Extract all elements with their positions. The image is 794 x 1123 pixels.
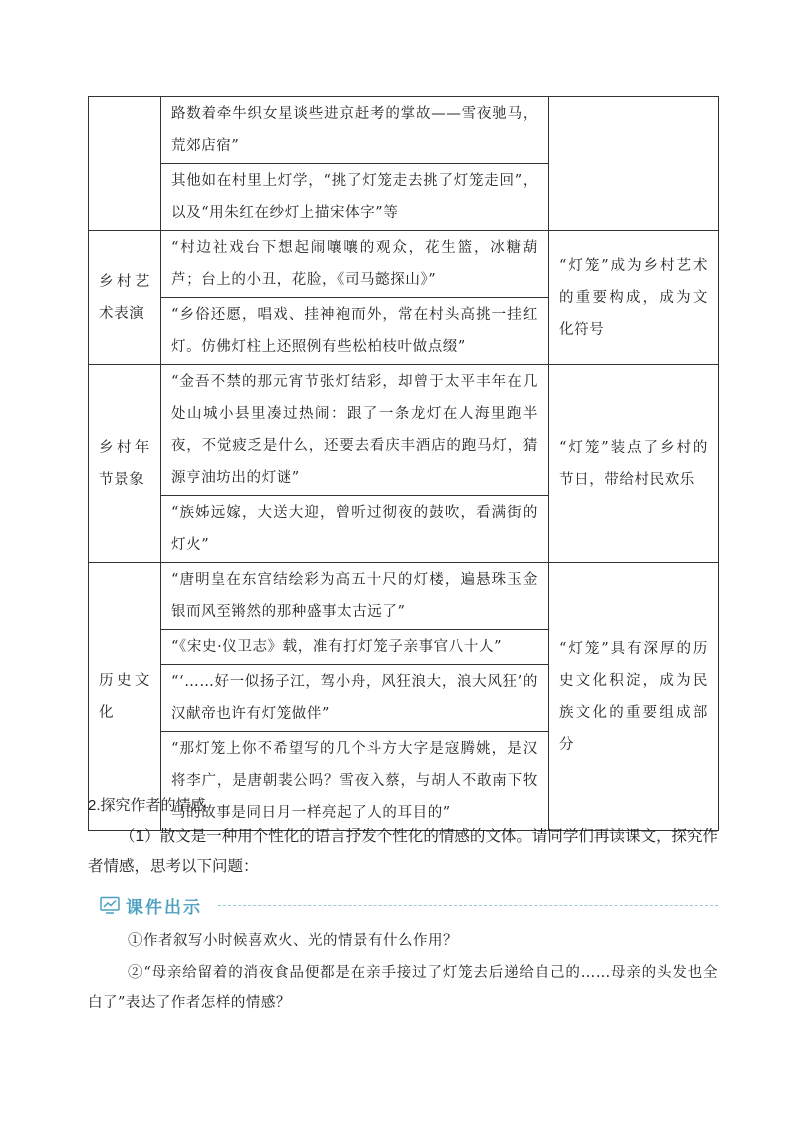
chart-board-icon xyxy=(100,896,120,914)
quote-cell: “乡俗还愿，唱戏、挂神袍而外，常在村头高挑一挂红灯。仿佛灯柱上还照例有些松柏枝叶做点缀” xyxy=(161,298,549,365)
category-cell: 历史文化 xyxy=(89,563,161,831)
quote-cell: “村边社戏台下想起闹嚷嚷的观众，花生篮，冰糖葫芦；台上的小丑，花脸，《司马懿探山》” xyxy=(161,231,549,298)
effect-cell: “灯笼”装点了乡村的节日，带给村民欢乐 xyxy=(549,365,719,563)
section-title: 2.探究作者的情感 xyxy=(88,797,206,814)
table-row xyxy=(89,97,719,164)
effect-cell: “灯笼”具有深厚的历史文化积淀，成为民族文化的重要组成部分 xyxy=(549,563,719,831)
analysis-table xyxy=(88,96,719,831)
courseware-header xyxy=(100,892,718,918)
quote-cell: 其他如在村里上灯学，“挑了灯笼走去挑了灯笼走回”，以及“用朱红在纱灯上描宋体字”等 xyxy=(161,164,549,231)
table-row xyxy=(89,365,719,496)
category-cell xyxy=(89,97,161,231)
category-cell: 乡村年节景象 xyxy=(89,365,161,563)
question-item: ①作者叙写小时候喜欢火、光的情景有什么作用？ xyxy=(128,933,458,949)
question-item: ②“母亲给留着的消夜食品便都是在亲手接过了灯笼去后递给自己的……母亲的头发也全白了”表达了作者怎样的情感？ xyxy=(88,965,718,1011)
table-row xyxy=(89,231,719,298)
quote-cell: “那灯笼上你不希望写的几个斗方大字是寇腾姚，是汉将李广，是唐朝裴公吗？雪夜入蔡，与胡人不敢南下牧马的故事是同日月一样亮起了人的耳目的” xyxy=(161,732,549,831)
quote-cell: 路数着牵牛织女星谈些进京赶考的掌故——雪夜驰马，荒郊店宿” xyxy=(161,97,549,164)
quote-cell: “《宋史·仪卫志》载，准有打灯笼子亲事官八十人” xyxy=(161,630,549,665)
effect-cell: “灯笼”成为乡村艺术的重要构成，成为文化符号 xyxy=(549,231,719,365)
quote-cell: “族姊远嫁，大送大迎，曾听过彻夜的鼓吹，看满街的灯火” xyxy=(161,496,549,563)
table-row xyxy=(89,563,719,630)
courseware-label: 课件出示 xyxy=(126,898,202,918)
quote-cell: “‘……好一似扬子江，驾小舟，风狂浪大，浪大风狂’的汉献帝也许有灯笼做伴” xyxy=(161,665,549,732)
effect-cell xyxy=(549,97,719,231)
quote-cell: “唐明皇在东宫结绘彩为高五十尺的灯楼，遍悬珠玉金银而风至锵然的那种盛事太古远了” xyxy=(161,563,549,630)
category-cell: 乡村艺术表演 xyxy=(89,231,161,365)
quote-cell: “金吾不禁的那元宵节张灯结彩，却曾于太平丰年在几处山城小县里凑过热闹：跟了一条龙灯在人海里跑半夜，不觉疲乏是什么，还要去看庆丰酒店的跑马灯，猜源亨油坊出的灯谜” xyxy=(161,365,549,496)
dashed-divider xyxy=(218,905,718,906)
section-paragraph: （1）散文是一种用个性化的语言抒发个性化的情感的文体。请同学们再读课文，探究作者情感，思考以下问题： xyxy=(88,828,718,875)
